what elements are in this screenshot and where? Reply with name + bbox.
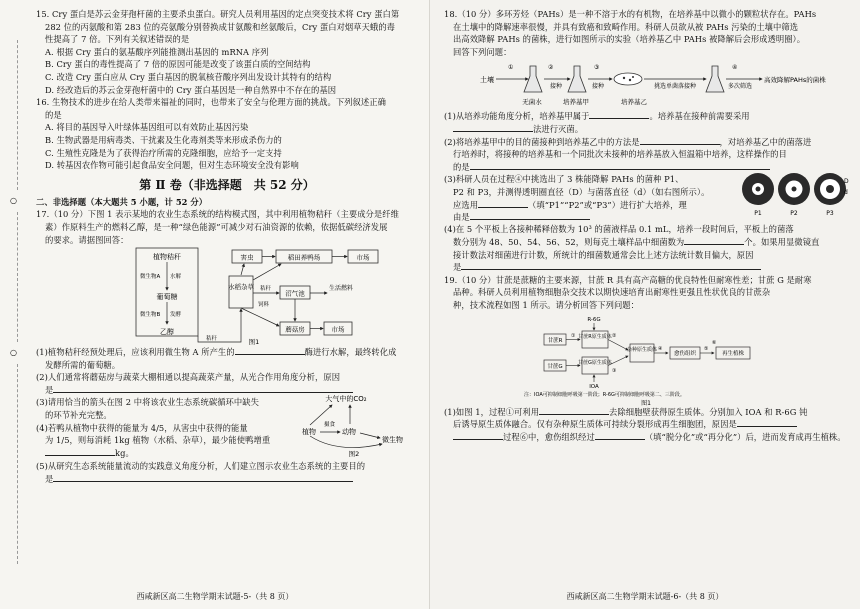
cane-g-box: 甘蔗G <box>547 363 563 370</box>
callus-box: 愈伤组织 <box>673 350 697 357</box>
plate-icon <box>614 73 642 85</box>
q16-option-c: C. 生殖性克隆是为了获得治疗所需的克隆细胞，应给予一定支持 <box>45 147 282 158</box>
step-4-label: ④ <box>658 345 663 352</box>
hydrolysis-label: 水解 <box>170 274 182 281</box>
step-1: ① <box>508 64 514 72</box>
figure-note: 注：IOA可抑制细胞呼吸第一阶段；R-6G可抑制细胞呼吸第二、三阶段。 <box>524 391 685 398</box>
multi-screen-label: 多次筛选 <box>728 83 753 91</box>
q17-sub1: (1)植物秸秆经预处理后，应该利用微生物 A 所产生的 酶进行水解，最终转化成 <box>36 347 397 358</box>
q17-sub5: (5)从研究生态系统能量流动的实践意义角度分析，人们建立图示农业生态系统的主要目的 <box>36 461 366 472</box>
q18-sub1: (1)从培养功能角度分析，培养基甲属于 。培养基在接种前需要采用 <box>444 111 750 122</box>
page-footer-left: 西咸新区高二生物学期末试题-5-（共 8 页） <box>136 592 294 601</box>
figure-2-caption: 图2 <box>348 450 360 459</box>
q15-option-d: D. 经改造后的苏云金芽孢杆菌中的 Cry 蛋白基因是一种自然界中不存在的基因 <box>45 84 337 95</box>
feed-arrow-label: 饲料 <box>258 302 270 309</box>
q17-sub2: (2)人们通常将蘑菇房与蔬菜大棚相通以提高蔬菜产量，从光合作用角度分析，原因 <box>36 372 341 383</box>
q16-option-a: A. 将目的基因导入叶绿体基因组可以有效防止基因污染 <box>45 122 249 133</box>
q18-sub4-cont: 接计数法对细菌进行计数，所统计的细菌数通常会比上述方法统计数目偏大，原因 <box>453 249 754 260</box>
figure-1-caption: 图1 <box>248 338 260 347</box>
q17-sub3: (3)请用恰当的箭头在图 2 中将该农业生态系统碳循环中缺失 <box>36 397 259 408</box>
microbe-b-label: 微生物B <box>140 312 161 319</box>
question-18 <box>444 8 850 274</box>
market-box-2: 市场 <box>331 325 345 334</box>
q18-stem: 回答下列问题： <box>453 46 512 57</box>
q17-sub2-cont: 是 <box>36 384 418 397</box>
q18-sub2-cont: 的是 <box>444 161 850 174</box>
plate-p3-label: P3 <box>826 210 834 218</box>
q17-sub4-cont: 为 1/5，则每消耗 1kg 植物（水稻、杂草），最少能使鸭增重 <box>45 435 271 446</box>
q18-screening-diagram <box>444 58 848 110</box>
result-strain-label: 高效降解PAHs的菌株 <box>764 76 826 85</box>
proto-g-box: 甘蔗G原生质体 <box>578 359 612 366</box>
flask-3 <box>706 66 724 92</box>
part-heading: 二、非选择题（本大题共 5 小题，计 52 分） <box>36 196 208 207</box>
life-fuel-label: 生活燃料 <box>329 285 354 293</box>
binding-hole: ○ <box>10 348 17 357</box>
q16-stem: 16. 生物技术的进步在给人类带来福祉的同时，也带来了安全与伦理方面的挑战。下列叙述正确 <box>36 97 386 108</box>
medium-b-label: 培养基乙 <box>621 98 647 107</box>
biogas-box: 沼气池 <box>285 289 305 298</box>
step-6-label: ⑥ <box>712 339 717 346</box>
plate-p2-label: P2 <box>790 210 798 218</box>
rice-weed-box: 水稻杂草 <box>228 283 254 292</box>
q16-stem: 的是 <box>45 109 62 120</box>
q18-sub3-cont: 应选用 （填“P1”“P2”或“P3”）进行扩大培养，理 <box>453 199 687 210</box>
q18-sub4: (4)在 5 个平板上各接种稀释倍数为 10³ 的菌液样品 0.1 mL，培养一段时间后，平板上的菌落 <box>444 224 794 235</box>
question-19 <box>444 274 850 444</box>
q19-stem: 19.（10 分）甘蔗是蔗糖的主要来源，甘蔗 R 具有高产高糖的优良特性但耐寒性差；甘蔗 G 是耐寒 <box>444 274 812 285</box>
q18-sub1-cont: 法进行灭菌。 <box>444 123 850 136</box>
q19-sub1-cont: 后诱导原生质体融合。仅有杂种原生质体可持续分裂形成再生细胞团，原因是 <box>444 418 850 431</box>
eat-label: 摄食 <box>324 422 336 429</box>
q18-sub3-cont: 由是 <box>444 211 850 224</box>
q17-stem: 素）作原料生产的燃料乙醇，是一种“绿色能源”可减少对石油资源的依赖，依据低碳经济发展 <box>45 221 388 232</box>
q18-stem: 在土壤中的降解速率很慢，并具有致癌和致畸作用。科研人员欲从被 PAHs 污染的土壤中筛选 <box>453 21 799 32</box>
mushroom-box: 蘑菇房 <box>285 325 305 334</box>
q15-stem: 282 位的丙氨酸和第 283 位的亮氨酸分别替换成甘氨酸和丝氨酸后，Cry 蛋白对烟草天蛾的毒 <box>45 21 396 32</box>
cane-r-box: 甘蔗R <box>547 337 563 344</box>
market-box-1: 市场 <box>356 253 370 262</box>
sterile-water-label: 无菌水 <box>522 98 542 107</box>
diameter-d-label: d <box>844 189 848 197</box>
q17-sub4-answer: kg。 <box>36 447 418 460</box>
q17-sub1-cont: 发酵所需的葡萄糖。 <box>45 359 121 370</box>
animal-node: 动物 <box>342 428 356 437</box>
q17-figure-1 <box>36 246 418 346</box>
plate-p1-label: P1 <box>754 210 762 218</box>
binding-hole: ○ <box>10 196 17 205</box>
q18-sub3: (3)科研人员在过程④中挑选出了 3 株能降解 PAHs 的菌种 P1、 <box>444 174 684 185</box>
q17-sub3-cont: 的环节补充完整。 <box>45 410 112 421</box>
glucose-label: 葡萄糖 <box>156 293 178 302</box>
step-3-label: ③ <box>612 367 617 374</box>
step-1-label: ① <box>571 332 576 339</box>
q19-stem: 品种。科研人员利用植物细胞杂交技术以期快速培育出耐寒性更强且性状优良的甘蔗杂 <box>453 287 771 298</box>
q17-sub3-4-block <box>36 396 418 460</box>
pest-box: 害虫 <box>240 253 254 262</box>
q15-stem: 15. Cry 蛋白是苏云金芽孢杆菌的主要杀虫蛋白。研究人员利用基因的定点突变技术将 Cry 蛋白第 <box>36 9 400 19</box>
medium-a-label: 培养基甲 <box>563 98 589 107</box>
q18-sub2-cont: 行培养时，将接种的培养基和一个同批次未接种的培养基放入恒温箱中培养，这样操作的目 <box>453 149 787 160</box>
plant-node: 植物 <box>302 428 316 437</box>
question-17 <box>36 208 418 485</box>
paddy-duck-box: 稻田养鸭场 <box>287 253 321 262</box>
atmosphere-co2-label: 大气中的CO₂ <box>325 395 367 404</box>
hybrid-proto-box: 杂种原生质体 <box>626 346 658 353</box>
section-title: 第 Ⅱ 卷（非选择题 共 52 分） <box>139 177 315 192</box>
r6g-label: R-6G <box>587 316 601 323</box>
proto-r-box: 甘蔗R原生质体 <box>578 333 612 340</box>
exam-page-right <box>430 0 860 609</box>
soil-label: 土壤 <box>480 76 494 85</box>
q16-option-b: B. 生物武器是用病毒类、干扰素及生化毒剂类等来形成杀伤力的 <box>45 134 282 145</box>
inoculate-1-label: 接种 <box>550 83 563 91</box>
q19-sub1: (1)如图 1，过程①可利用 去除细胞壁获得原生质体。分别加入 IOA 和 R-6G 钝 <box>444 406 808 417</box>
flask-2 <box>568 66 586 92</box>
step-4: ④ <box>732 64 738 72</box>
question-16 <box>36 96 418 172</box>
q18-sub2: (2)将培养基甲中的目的菌接种到培养基乙中的方法是 ，对培养基乙中的菌落进 <box>444 136 812 147</box>
step-3: ③ <box>594 64 600 72</box>
step-2-label: ② <box>612 332 617 339</box>
q19-sub1-cont: 过程⑥中，愈伤组织经过 （填“脱分化”或“再分化”）后，进而发育成再生植株。 <box>444 431 850 444</box>
q15-stem: 性提高了 7 倍。下列有关叙述错误的是 <box>45 34 190 45</box>
q18-stem: 出高效降解 PAHs 的菌株，进行如图所示的实验（培养基乙中 PAHs 被降解后会形成透明圈）。 <box>453 34 806 45</box>
q18-plates-figure <box>740 169 850 219</box>
step-5-label: ⑤ <box>704 345 709 352</box>
straw-arrow-label: 秸秆 <box>260 286 272 293</box>
microbe-node: 微生物 <box>382 436 403 445</box>
q17-sub5-cont: 是 <box>36 473 418 486</box>
step-2: ② <box>548 64 554 72</box>
q15-option-c: C. 改造 Cry 蛋白应从 Cry 蛋白基因的脱氧核苷酸序列出发设计其特有的结构 <box>45 71 332 82</box>
microbe-a-label: 微生物A <box>140 274 161 281</box>
fermentation-label: 发酵 <box>170 312 182 319</box>
binding-margin <box>4 0 26 609</box>
q15-option-a: A. 根据 Cry 蛋白的氨基酸序列能推测出基因的 mRNA 序列 <box>45 46 269 57</box>
select-colony-label: 挑选单菌落接种 <box>654 83 697 91</box>
page-footer-right: 西咸新区高二生物学期末试题-6-（共 8 页） <box>566 592 724 601</box>
q19-figure-caption: 图1 <box>641 399 651 406</box>
q18-sub3-block <box>444 173 850 223</box>
q19-fusion-flowchart <box>444 312 848 406</box>
inoculate-2-label: 接种 <box>592 83 605 91</box>
q18-stem: 18.（10 分）多环芳烃（PAHs）是一种不溶于水的有机物，在培养基中以微小的颗粒状存在。PAHs <box>444 9 817 19</box>
q17-stem: 的要求。请据图回答： <box>45 234 129 245</box>
q19-stem: 种，技术流程如图 1 所示。请分析回答下列问题： <box>453 299 639 310</box>
q16-option-d: D. 转基因农作物可能引起食品安全问题，但对生态环境安全没有影响 <box>45 160 299 171</box>
q17-stem: 17.（10 分）下图 1 表示某地的农业生态系统的结构模式图，其中利用植物秸秆（主要成分是纤维 <box>36 209 399 220</box>
diameter-D-label: D <box>844 178 849 186</box>
regen-plant-box: 再生植株 <box>721 350 745 357</box>
q18-sub3-cont: P2 和 P3，并测得透明圈直径（D）与菌落直径（d）（如右图所示）。 <box>453 186 710 197</box>
straw-label: 植物秸秆 <box>153 253 181 262</box>
straw-label-2: 秸秆 <box>206 336 218 343</box>
ioa-label: IOA <box>589 383 599 390</box>
q17-figure-2 <box>298 392 418 458</box>
ethanol-label: 乙醇 <box>160 328 174 337</box>
question-15 <box>36 8 418 96</box>
q17-sub4: (4)若鸭从植物中获得的能量为 4/5，从害虫中获得的能量 <box>36 422 248 433</box>
q18-sub4-cont: 数分别为 48、50、54、56、52，则每克土壤样品中细菌数为 个。如果用显微镜直 <box>453 236 820 247</box>
q18-sub4-cont: 是 <box>444 261 850 274</box>
q15-option-b: B. Cry 蛋白的毒性提高了 7 倍的原因可能是改变了该蛋白质的空间结构 <box>45 59 311 70</box>
